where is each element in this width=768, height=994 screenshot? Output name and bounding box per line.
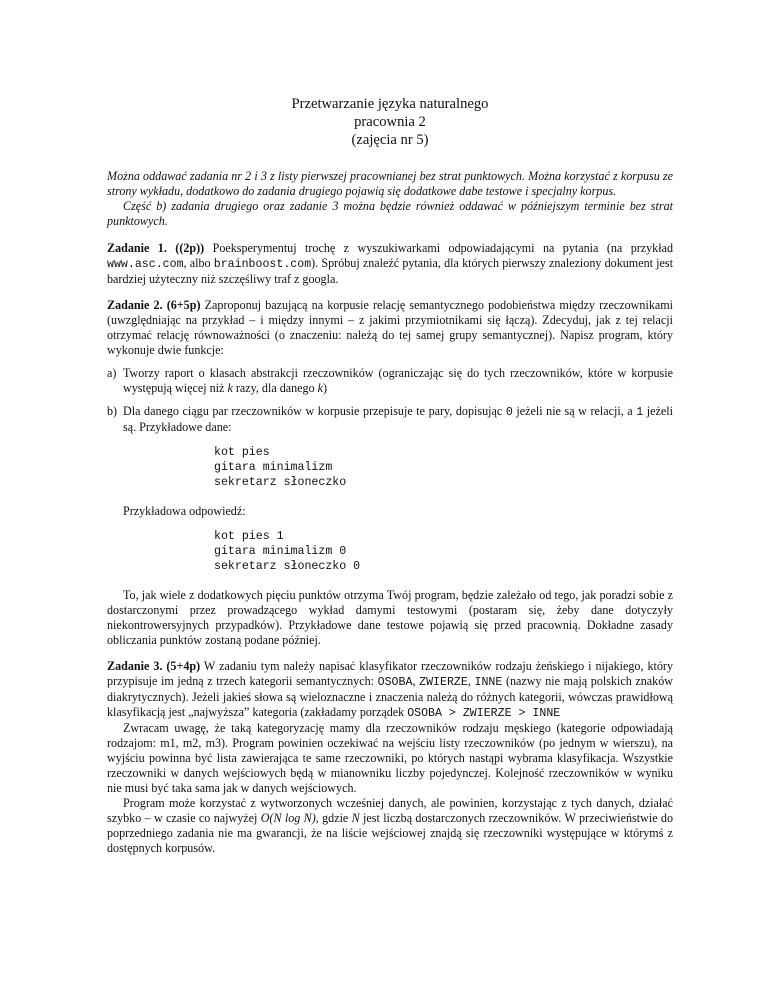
task-3-paragraph-2: Zwracam uwagę, że taką kategoryzację mamy dla rzeczowników rodzaju męskiego (kategorie odpowiadają rodzajom: m1, m2, m3). Program powinien oczekiwać na wejściu listy rzeczowników (po jednym w wierszu), na wyjściu powinna być lista zawierająca te same rzeczowniki, po których nastąpi wybrama klasyfikacja. Wszystkie rzeczowniki w danych wejściowych będą w mianowniku liczby pojedynczej. Kolejność rzeczowników w wyniku nie musi być taka sama jak w danych wejściowych. <box>107 721 673 795</box>
task-3-points: (5+4p) <box>166 659 201 673</box>
task-2-items <box>107 366 673 435</box>
document-page <box>107 95 673 867</box>
intro-note <box>107 169 673 229</box>
item-b-text-3: jeżeli są. Przykładowe dane: <box>123 404 673 434</box>
task-2-text: Zaproponuj bazującą na korpusie relację semantycznego podobieństwa między rzeczownikami (uwzględniając na przykład – i między innymi – z jakimi przymiotnikami się łączą). Zdecyduj, jak z tej relacji otrzymać relację równoważności (o znaczeniu: należą do tej samej grupy semantycznej). Napisz program, który wykonuje dwie funkcje: <box>107 298 673 357</box>
sample-answer-label: Przykładowa odpowiedź: <box>123 504 246 518</box>
task-2-heading: Zadanie 2. <box>107 298 163 312</box>
item-a-k-2: k <box>317 381 324 395</box>
category-inne: INNE <box>474 676 503 689</box>
task-3 <box>107 659 673 856</box>
document-title <box>107 95 673 149</box>
task-1-text-b: , albo <box>183 256 214 270</box>
category-sep-2: , <box>467 674 475 688</box>
task-3-text-a: W zadaniu tym należy napisać klasyfikator rzeczowników rodzaju żeńskiego i nijakiego, który przypisuje im jedną z trzech kategorii semantycznych: <box>107 659 673 688</box>
task-3-text-b: (nazwy nie mają polskich znaków diakrytycznych). Jeżeli jakieś słowa są wieloznaczne i znaczenia należą do różnych kategorii, wówczas prawidłową klasyfikacją jest „najwyższa” kategoria (zakładamy porządek <box>107 674 674 719</box>
item-a-text-2: razy, dla danego <box>232 381 318 395</box>
item-a-text-1: Tworzy raport o klasach abstrakcji rzeczowników (ograniczając się do tych rzeczowników, które w korpusie występują więcej niż <box>123 366 673 395</box>
intro-paragraph-1: Można oddawać zadania nr 2 i 3 z listy pierwszej pracownianej bez strat punktowych. Można korzystać z korpusu ze strony wykładu, dodatkowo do zadania drugiego pojawią się dodatkowe dabe testowe i specjalny korpus. <box>107 169 673 198</box>
task-2-closing: To, jak wiele z dodatkowych pięciu punktów otrzyma Twój program, będzie zależało od tego, jak poradzi sobie z dostarczonymi przez prowadzącego wykład damymi testowymi (postaram się, żeby dane dotyczyły niekontrowersyjnych przypadków). Przykładowe dane testowe pojawią się przed pracownią. Dokładne zasady obliczania punktów zostaną podane później. <box>107 588 673 647</box>
category-sep-1: , <box>412 674 420 688</box>
sample-input-block: kot pies gitara minimalizm sekretarz słoneczko <box>214 446 347 489</box>
task-2 <box>107 298 673 648</box>
task-2-item-a <box>107 366 673 396</box>
category-zwierze: ZWIERZE <box>419 676 468 689</box>
item-b-marker: b) <box>107 404 118 418</box>
intro-paragraph-2: Część b) zadania drugiego oraz zadanie 3 można będzie również oddawać w późniejszym terminie bez strat punktowych. <box>107 199 673 228</box>
item-b-code-zero: 0 <box>505 406 513 419</box>
task-1-text-c: ). Spróbuj znaleźć pytania, dla których pierwszy znaleziony dokument jest bardziej użyteczny niż szczęśliwy traf z googla. <box>107 256 673 286</box>
variable-n: N <box>351 811 360 825</box>
item-a-k-1: k <box>227 381 233 395</box>
category-order: OSOBA > ZWIERZE > INNE <box>407 707 561 720</box>
title-line-2: pracownia 2 <box>354 114 426 130</box>
task-2-item-b <box>107 404 673 435</box>
complexity-formula: O(N log N) <box>260 811 316 825</box>
category-osoba: OSOBA <box>377 676 413 689</box>
task-1-heading: Zadanie 1. <box>107 241 167 255</box>
task-3-heading: Zadanie 3. <box>107 659 163 673</box>
task-1 <box>107 241 673 287</box>
item-a-text-3: ) <box>323 381 328 395</box>
item-a-marker: a) <box>107 366 117 380</box>
title-line-3: (zajęcia nr 5) <box>351 132 429 148</box>
title-line-1: Przetwarzanie języka naturalnego <box>291 96 489 112</box>
task-3-text-d: , gdzie <box>315 811 352 825</box>
task-3-text-c: Program może korzystać z wytworzonych wcześniej danych, ale powinien, korzystając z tych danych, działać szybko – w czasie co najwyżej <box>107 796 673 825</box>
task-3-text-e: jest liczbą dostarczonych rzeczowników. W przeciwieństwie do poprzedniego zadania nie ma gwarancji, że na liście wejściowej znajdą się rzeczowniki występujące w którymś z dostępnych korpusów. <box>107 811 673 855</box>
task-1-site-1: www.asc.com <box>107 258 184 271</box>
item-b-code-one: 1 <box>636 406 644 419</box>
task-2-points: (6+5p) <box>166 298 201 312</box>
task-1-points: ((2p)) <box>175 241 205 255</box>
task-1-text-a: Poeksperymentuj trochę z wyszukiwarkami odpowiadającymi na pytania (na przykład <box>204 241 674 255</box>
item-b-text-1: Dla danego ciągu par rzeczowników w korpusie przepisuje te pary, dopisując <box>123 404 506 418</box>
item-b-text-2: jeżeli nie są w relacji, a <box>512 404 637 418</box>
sample-output-block: kot pies 1 gitara minimalizm 0 sekretarz słoneczko 0 <box>214 530 361 573</box>
task-1-site-2: brainboost.com <box>213 258 312 271</box>
